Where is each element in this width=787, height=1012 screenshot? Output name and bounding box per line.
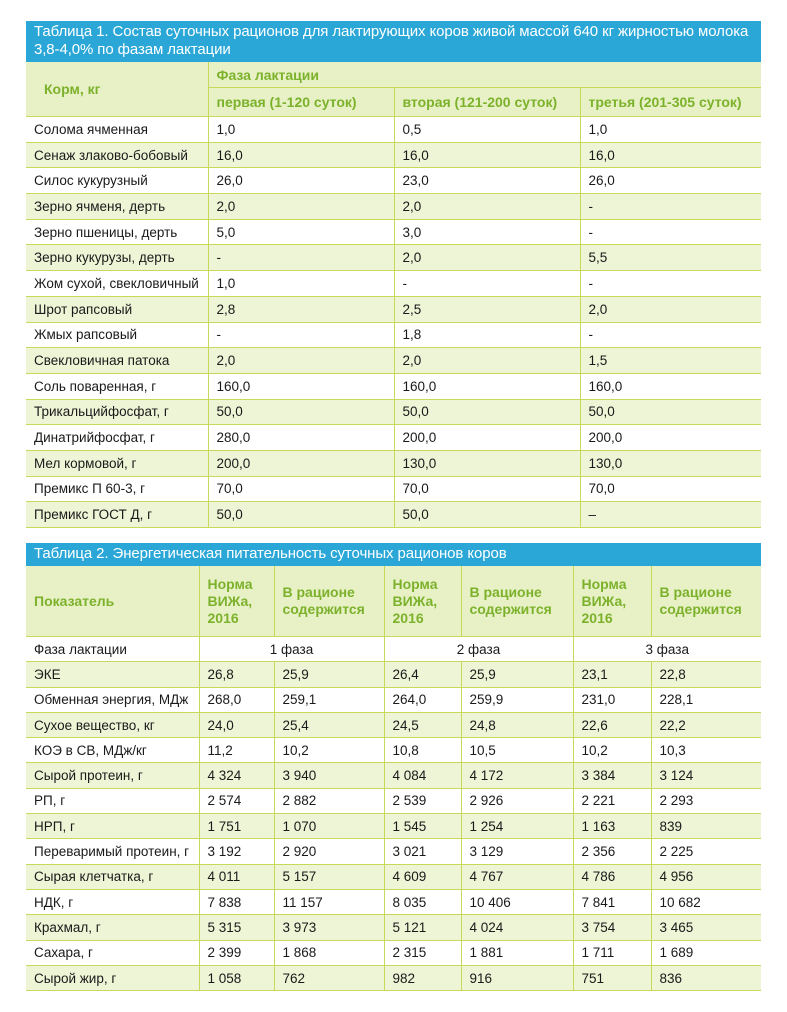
row-label: Сырая клетчатка, г xyxy=(26,864,199,889)
value-cell: 50,0 xyxy=(580,399,761,425)
norm-header-2: Норма ВИЖа, 2016 xyxy=(384,566,461,637)
table-row xyxy=(26,219,761,245)
phase-row-label: Фаза лактации xyxy=(26,637,199,662)
value-cell: 1 689 xyxy=(651,940,761,965)
phase-2-label: 2 фаза xyxy=(384,637,573,662)
feed-column-header: Корм, кг xyxy=(26,62,208,117)
value-cell: 10 406 xyxy=(461,889,573,914)
value-cell: 1 711 xyxy=(573,940,651,965)
norm-header-1: Норма ВИЖа, 2016 xyxy=(199,566,274,637)
value-cell: - xyxy=(394,271,580,297)
value-cell: 916 xyxy=(461,965,573,990)
row-label: Силос кукурузный xyxy=(26,168,208,194)
value-cell: 839 xyxy=(651,814,761,839)
value-cell: - xyxy=(580,219,761,245)
row-label: Премикс ГОСТ Д, г xyxy=(26,502,208,528)
table-row xyxy=(26,117,761,143)
ration-header-2: В рационе содержится xyxy=(461,566,573,637)
table-row xyxy=(26,296,761,322)
value-cell: 70,0 xyxy=(394,476,580,502)
table-row xyxy=(26,142,761,168)
value-cell: 3 384 xyxy=(573,763,651,788)
value-cell: 23,1 xyxy=(573,662,651,687)
value-cell: 24,8 xyxy=(461,712,573,737)
value-cell: 10,3 xyxy=(651,738,761,763)
row-label: НДК, г xyxy=(26,889,199,914)
value-cell: 8 035 xyxy=(384,889,461,914)
value-cell: 25,9 xyxy=(274,662,384,687)
value-cell: 50,0 xyxy=(208,502,394,528)
value-cell: 160,0 xyxy=(208,373,394,399)
value-cell: 1,0 xyxy=(580,117,761,143)
value-cell: 2 225 xyxy=(651,839,761,864)
table-row xyxy=(26,788,761,813)
row-label: Солома ячменная xyxy=(26,117,208,143)
value-cell: 4 786 xyxy=(573,864,651,889)
value-cell: 130,0 xyxy=(394,450,580,476)
table-row xyxy=(26,889,761,914)
value-cell: 26,0 xyxy=(208,168,394,194)
value-cell: 3 192 xyxy=(199,839,274,864)
value-cell: 2,0 xyxy=(394,194,580,220)
value-cell: - xyxy=(580,322,761,348)
value-cell: 2,0 xyxy=(208,194,394,220)
value-cell: 2 315 xyxy=(384,940,461,965)
ration-header-1: В рационе содержится xyxy=(274,566,384,637)
value-cell: 1 070 xyxy=(274,814,384,839)
table-row xyxy=(26,348,761,374)
value-cell: 2,8 xyxy=(208,296,394,322)
phase-1-header: первая (1-120 суток) xyxy=(208,88,394,117)
value-cell: 4 172 xyxy=(461,763,573,788)
table-row xyxy=(26,450,761,476)
value-cell: 5 315 xyxy=(199,915,274,940)
value-cell: 264,0 xyxy=(384,687,461,712)
value-cell: 24,0 xyxy=(199,712,274,737)
row-label: КОЭ в СВ, МДж/кг xyxy=(26,738,199,763)
row-label: Крахмал, г xyxy=(26,915,199,940)
value-cell: 5,5 xyxy=(580,245,761,271)
value-cell: 3 754 xyxy=(573,915,651,940)
row-label: Мел кормовой, г xyxy=(26,450,208,476)
value-cell: 3,0 xyxy=(394,219,580,245)
phase-3-header: третья (201-305 суток) xyxy=(580,88,761,117)
value-cell: 10,5 xyxy=(461,738,573,763)
value-cell: 3 129 xyxy=(461,839,573,864)
row-label: Зерно пшеницы, дерть xyxy=(26,219,208,245)
table-1 xyxy=(26,21,761,528)
value-cell: 25,9 xyxy=(461,662,573,687)
row-label: Шрот рапсовый xyxy=(26,296,208,322)
value-cell: 751 xyxy=(573,965,651,990)
value-cell: 1 254 xyxy=(461,814,573,839)
value-cell: 2,0 xyxy=(394,245,580,271)
value-cell: 11,2 xyxy=(199,738,274,763)
value-cell: 2 293 xyxy=(651,788,761,813)
value-cell: 0,5 xyxy=(394,117,580,143)
table-row xyxy=(26,915,761,940)
value-cell: 5,0 xyxy=(208,219,394,245)
row-label: Жмых рапсовый xyxy=(26,322,208,348)
value-cell: 1 545 xyxy=(384,814,461,839)
table-2-grid xyxy=(26,566,761,991)
row-label: Зерно кукурузы, дерть xyxy=(26,245,208,271)
value-cell: 200,0 xyxy=(208,450,394,476)
table-row xyxy=(26,738,761,763)
value-cell: 231,0 xyxy=(573,687,651,712)
value-cell: 160,0 xyxy=(394,373,580,399)
value-cell: 4 324 xyxy=(199,763,274,788)
phase-2-header: вторая (121-200 суток) xyxy=(394,88,580,117)
table-row xyxy=(26,476,761,502)
row-label: РП, г xyxy=(26,788,199,813)
value-cell: 1 163 xyxy=(573,814,651,839)
row-label: Сырой протеин, г xyxy=(26,763,199,788)
value-cell: 50,0 xyxy=(394,502,580,528)
table-1-body xyxy=(26,117,761,528)
value-cell: - xyxy=(580,194,761,220)
value-cell: 50,0 xyxy=(208,399,394,425)
value-cell: 24,5 xyxy=(384,712,461,737)
table-row xyxy=(26,322,761,348)
value-cell: 200,0 xyxy=(394,425,580,451)
value-cell: 2,0 xyxy=(580,296,761,322)
table-row xyxy=(26,194,761,220)
ration-header-3: В рационе содержится xyxy=(651,566,761,637)
value-cell: 16,0 xyxy=(580,142,761,168)
value-cell: 259,1 xyxy=(274,687,384,712)
row-label: Соль поваренная, г xyxy=(26,373,208,399)
value-cell: 3 124 xyxy=(651,763,761,788)
value-cell: 16,0 xyxy=(208,142,394,168)
value-cell: - xyxy=(208,322,394,348)
value-cell: 762 xyxy=(274,965,384,990)
table-1-grid xyxy=(26,62,761,528)
value-cell: - xyxy=(580,271,761,297)
value-cell: 16,0 xyxy=(394,142,580,168)
table-row xyxy=(26,245,761,271)
value-cell: 200,0 xyxy=(580,425,761,451)
value-cell: 3 940 xyxy=(274,763,384,788)
value-cell: 4 084 xyxy=(384,763,461,788)
table-row xyxy=(26,662,761,687)
value-cell: 22,2 xyxy=(651,712,761,737)
value-cell: 2 539 xyxy=(384,788,461,813)
value-cell: 1,0 xyxy=(208,271,394,297)
table-row xyxy=(26,940,761,965)
value-cell: 1 058 xyxy=(199,965,274,990)
value-cell: 2 399 xyxy=(199,940,274,965)
value-cell: 10 682 xyxy=(651,889,761,914)
row-label: Жом сухой, свекловичный xyxy=(26,271,208,297)
table-2-caption: Таблица 2. Энергетическая питательность суточных рационов коров xyxy=(26,543,761,566)
value-cell: 160,0 xyxy=(580,373,761,399)
value-cell: 10,2 xyxy=(274,738,384,763)
row-label: Переваримый протеин, г xyxy=(26,839,199,864)
value-cell: 2 221 xyxy=(573,788,651,813)
value-cell: 10,2 xyxy=(573,738,651,763)
value-cell: 259,9 xyxy=(461,687,573,712)
value-cell: 7 838 xyxy=(199,889,274,914)
value-cell: 2,0 xyxy=(394,348,580,374)
norm-header-3: Норма ВИЖа, 2016 xyxy=(573,566,651,637)
table-row xyxy=(26,864,761,889)
value-cell: 2 574 xyxy=(199,788,274,813)
value-cell: 50,0 xyxy=(394,399,580,425)
value-cell: 4 011 xyxy=(199,864,274,889)
value-cell: 2 356 xyxy=(573,839,651,864)
table-row xyxy=(26,965,761,990)
value-cell: 228,1 xyxy=(651,687,761,712)
value-cell: 280,0 xyxy=(208,425,394,451)
table-row xyxy=(26,425,761,451)
row-label: Премикс П 60-3, г xyxy=(26,476,208,502)
row-label: Сенаж злаково-бобовый xyxy=(26,142,208,168)
table-2 xyxy=(26,543,761,991)
row-label: Зерно ячменя, дерть xyxy=(26,194,208,220)
value-cell: 1 881 xyxy=(461,940,573,965)
table-2-body xyxy=(26,637,761,991)
value-cell: – xyxy=(580,502,761,528)
value-cell: 2,5 xyxy=(394,296,580,322)
row-label: Обменная энергия, МДж xyxy=(26,687,199,712)
value-cell: 1,8 xyxy=(394,322,580,348)
table-row xyxy=(26,687,761,712)
value-cell: 1 751 xyxy=(199,814,274,839)
value-cell: 2 882 xyxy=(274,788,384,813)
value-cell: 26,8 xyxy=(199,662,274,687)
value-cell: 3 465 xyxy=(651,915,761,940)
row-label: Динатрийфосфат, г xyxy=(26,425,208,451)
value-cell: 10,8 xyxy=(384,738,461,763)
value-cell: 3 973 xyxy=(274,915,384,940)
table-row xyxy=(26,839,761,864)
value-cell: 5 157 xyxy=(274,864,384,889)
value-cell: 130,0 xyxy=(580,450,761,476)
row-label: Трикальцийфосфат, г xyxy=(26,399,208,425)
row-label: ЭКЕ xyxy=(26,662,199,687)
table-row xyxy=(26,168,761,194)
value-cell: 22,8 xyxy=(651,662,761,687)
phase-label-row xyxy=(26,637,761,662)
row-label: Сахара, г xyxy=(26,940,199,965)
value-cell: 1 868 xyxy=(274,940,384,965)
row-label: Сырой жир, г xyxy=(26,965,199,990)
value-cell: 4 767 xyxy=(461,864,573,889)
value-cell: 2 920 xyxy=(274,839,384,864)
table-row xyxy=(26,502,761,528)
value-cell: 26,4 xyxy=(384,662,461,687)
value-cell: 70,0 xyxy=(580,476,761,502)
table-row xyxy=(26,271,761,297)
value-cell: 4 024 xyxy=(461,915,573,940)
table-row xyxy=(26,712,761,737)
row-label: Сухое вещество, кг xyxy=(26,712,199,737)
value-cell: 1,5 xyxy=(580,348,761,374)
phase-group-header: Фаза лактации xyxy=(208,62,761,88)
value-cell: 70,0 xyxy=(208,476,394,502)
value-cell: 3 021 xyxy=(384,839,461,864)
table-row xyxy=(26,763,761,788)
value-cell: - xyxy=(208,245,394,271)
indicator-column-header: Показатель xyxy=(26,566,199,637)
value-cell: 268,0 xyxy=(199,687,274,712)
value-cell: 2 926 xyxy=(461,788,573,813)
table-1-caption: Таблица 1. Состав суточных рационов для лактирующих коров живой массой 640 кг жирностью молока 3,8-4,0% по фазам лактации xyxy=(26,21,761,62)
value-cell: 23,0 xyxy=(394,168,580,194)
value-cell: 4 956 xyxy=(651,864,761,889)
value-cell: 26,0 xyxy=(580,168,761,194)
value-cell: 982 xyxy=(384,965,461,990)
value-cell: 5 121 xyxy=(384,915,461,940)
table-row xyxy=(26,814,761,839)
value-cell: 25,4 xyxy=(274,712,384,737)
value-cell: 2,0 xyxy=(208,348,394,374)
phase-3-label: 3 фаза xyxy=(573,637,761,662)
value-cell: 4 609 xyxy=(384,864,461,889)
value-cell: 11 157 xyxy=(274,889,384,914)
table-row xyxy=(26,399,761,425)
value-cell: 836 xyxy=(651,965,761,990)
value-cell: 7 841 xyxy=(573,889,651,914)
row-label: НРП, г xyxy=(26,814,199,839)
phase-1-label: 1 фаза xyxy=(199,637,384,662)
table-row xyxy=(26,373,761,399)
row-label: Свекловичная патока xyxy=(26,348,208,374)
value-cell: 22,6 xyxy=(573,712,651,737)
value-cell: 1,0 xyxy=(208,117,394,143)
